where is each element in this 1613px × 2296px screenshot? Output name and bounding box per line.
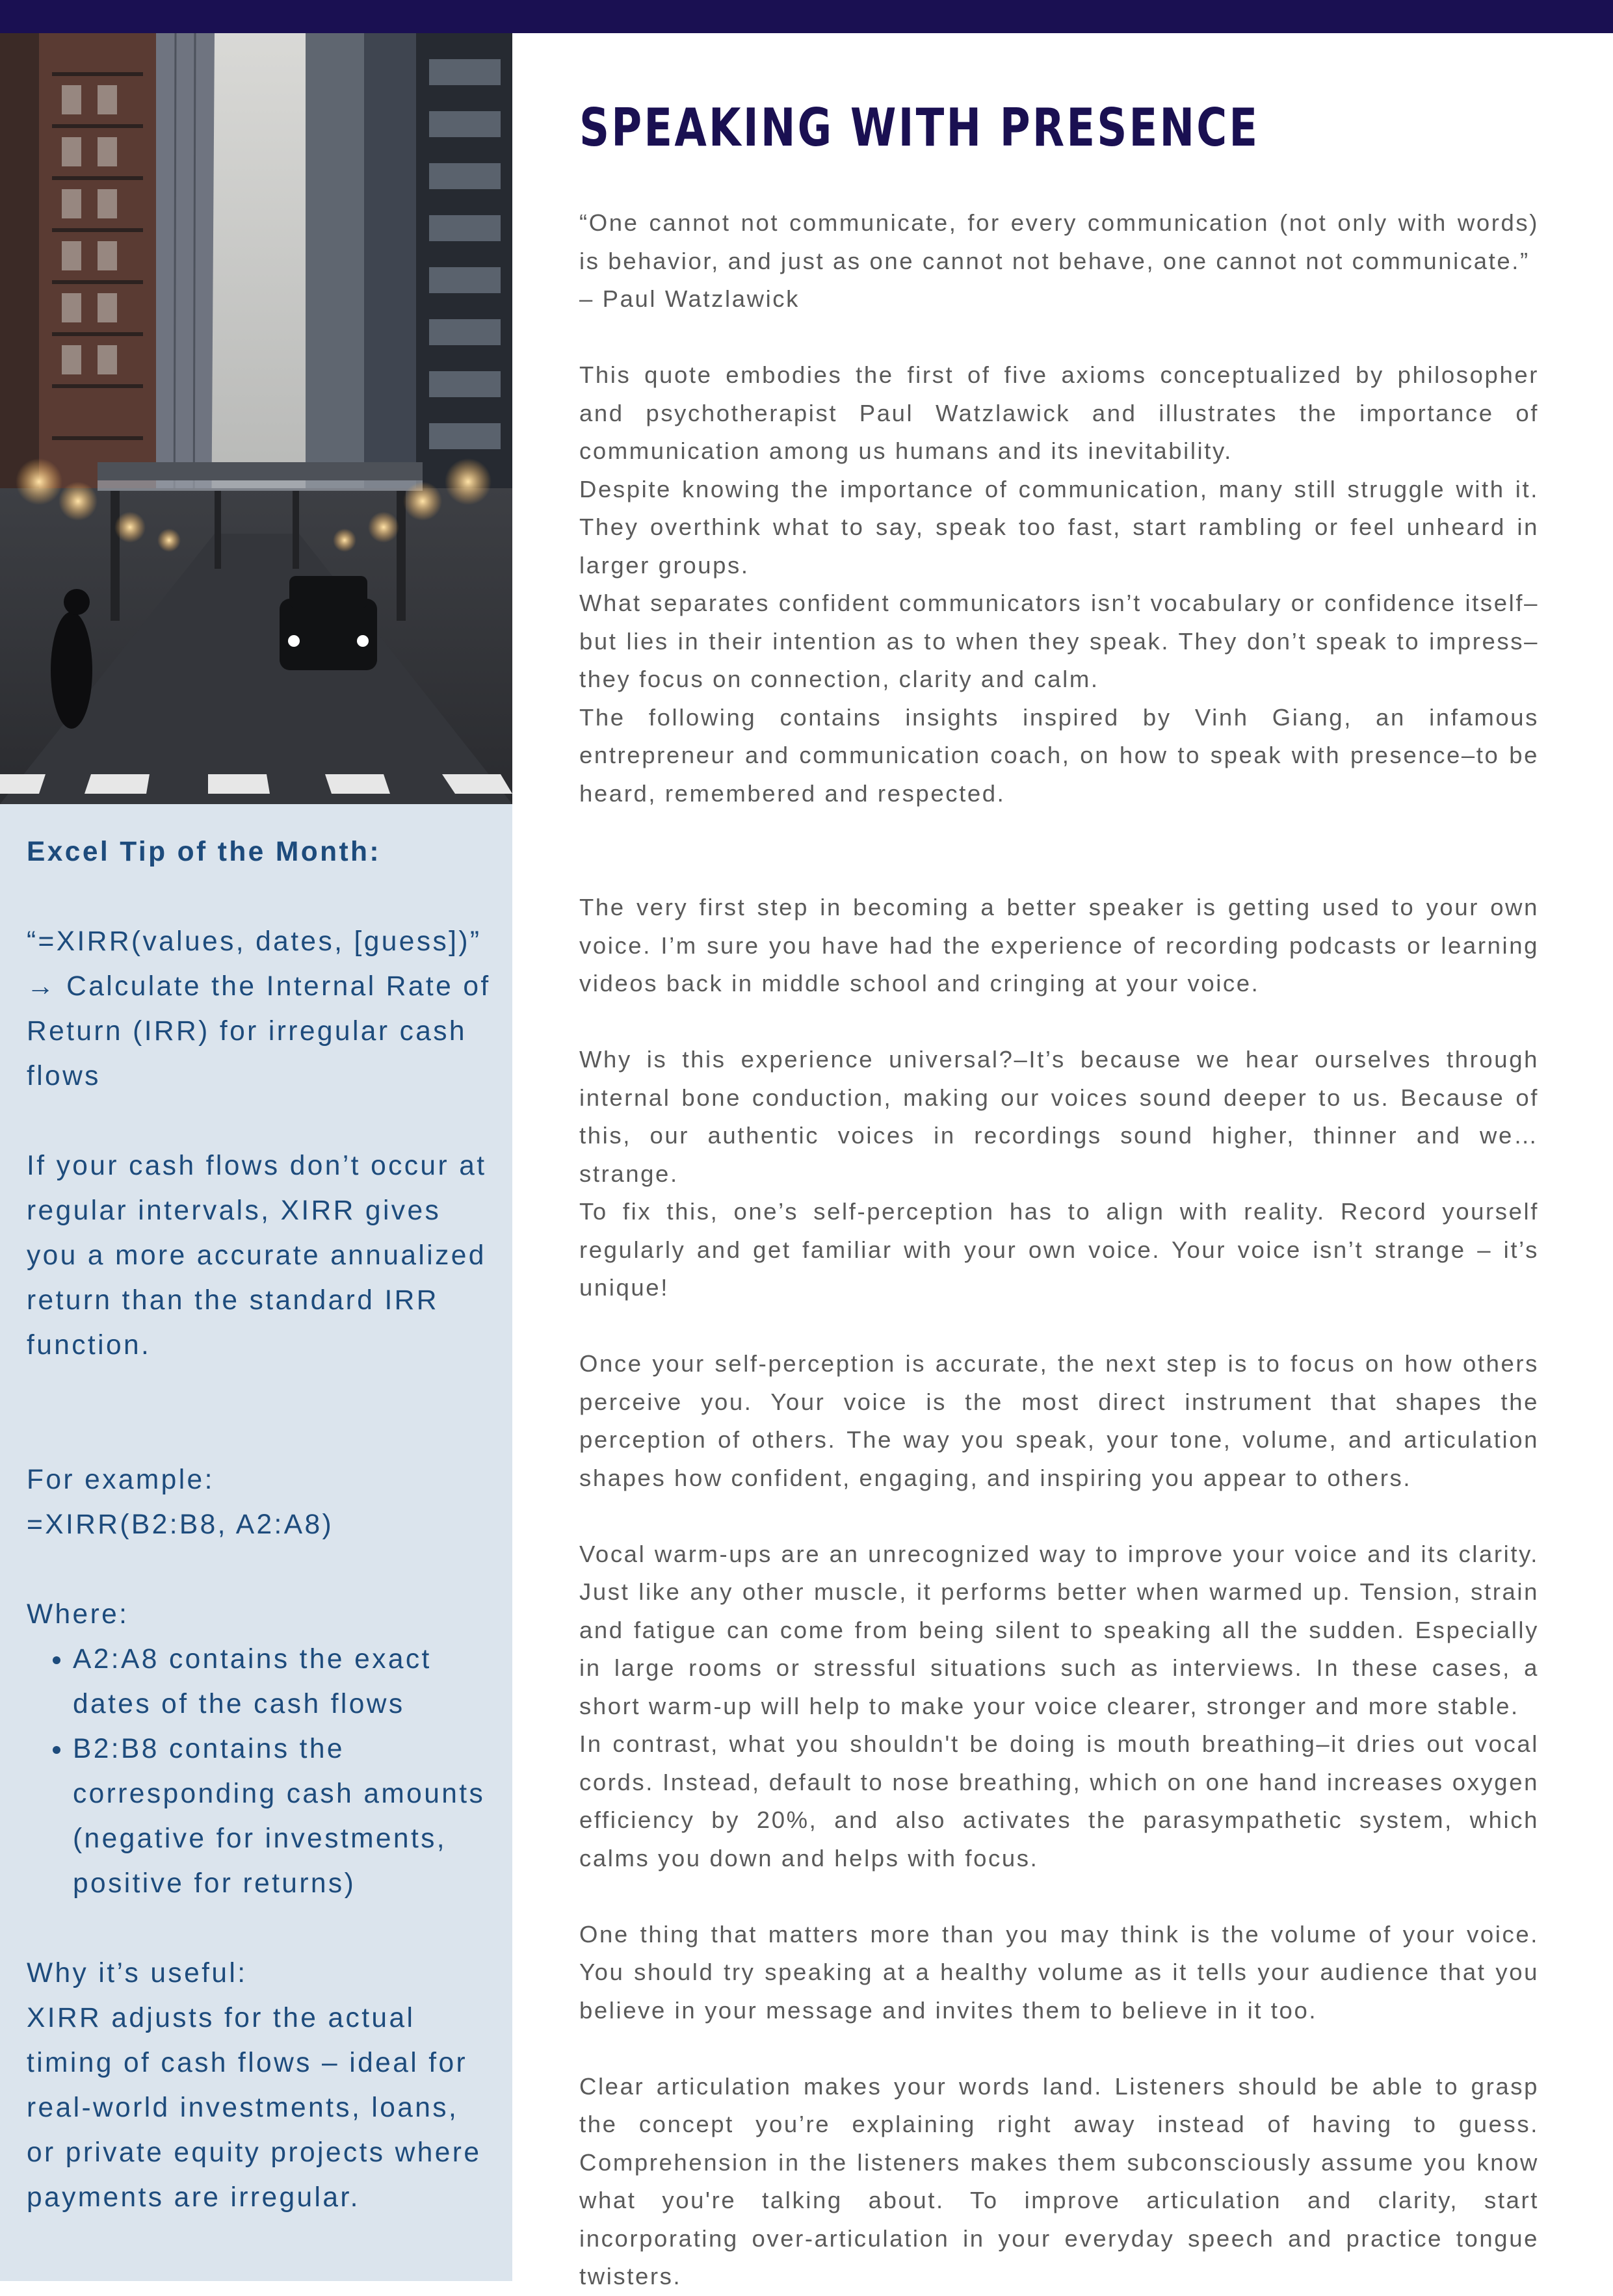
body-paragraph: Clear articulation makes your words land. Listeners should be able to grasp the concept you’re explaining right away instead of having to guess. Comprehension in the listeners makes them subconsciously assume you know what you're talking about. To improve articulation and clarity, start incorporating over-articulation in your everyday speech and practice tongue twisters. bbox=[579, 2072, 1539, 2289]
intro-paragraph: This quote embodies the first of five axioms conceptualized by philosopher and psychotherapist Paul Watzlawick and illustrates the importance of communication among us humans and its inevitability. bbox=[579, 361, 1539, 464]
body-paragraph: In contrast, what you shouldn't be doing is mouth breathing–it dries out vocal cords. Instead, default to nose breathing, which on one hand increases oxygen efficiency by 20%, and also activates the parasympathetic system, which calms you down and helps with focus. bbox=[579, 1730, 1539, 1872]
article-body bbox=[579, 204, 1539, 2296]
list-item: • B2:B8 contains the corresponding cash amounts (negative for investments, positive for returns) bbox=[73, 1727, 495, 1906]
body-paragraph: The very first step in becoming a better speaker is getting used to your own voice. I’m sure you have had the experience of recording podcasts or learning videos back in middle school and cringing at your voice. bbox=[579, 894, 1539, 997]
page-title: SPEAKING WITH PRESENCE bbox=[579, 98, 1260, 158]
body-paragraph: Once your self-perception is accurate, the next step is to focus on how others perceive you. Your voice is the most direct instrument that shapes the perception of others. The way you speak, your tone, volume, and articulation shapes how confident, engaging, and inspiring you appear to others. bbox=[579, 1350, 1539, 1491]
excel-tip-panel bbox=[27, 829, 495, 2220]
header-bar bbox=[0, 0, 1613, 33]
tip-explanation: If your cash flows don’t occur at regular intervals, XIRR gives you a more accurate annualized return than the standard IRR function. bbox=[27, 1151, 487, 1361]
body-paragraph: Why is this experience universal?–It’s because we hear ourselves through internal bone conduction, making our voices sound deeper to us. Because of this, our authentic voices in recordings sound higher, thinner and we… strange. bbox=[579, 1046, 1539, 1187]
intro-paragraph: What separates confident communicators isn’t vocabulary or confidence itself–but lies in their intention as to when they speak. They don’t speak to impress–they focus on connection, clarity and calm. bbox=[579, 590, 1539, 692]
list-item: • A2:A8 contains the exact dates of the cash flows bbox=[73, 1637, 495, 1727]
body-paragraph: To fix this, one’s self-perception has to align with reality. Record yourself regularly and get familiar with your own voice. Your voice isn’t strange – it’s unique! bbox=[579, 1198, 1539, 1301]
useful-text: XIRR adjusts for the actual timing of cash flows – ideal for real-world investments, loans, or private equity projects where payments are irregular. bbox=[27, 2003, 482, 2213]
quote: “One cannot not communicate, for every communication (not only with words) is behavior, and just as one cannot not behave, one cannot not communicate.” bbox=[579, 209, 1539, 274]
where-list bbox=[27, 1637, 495, 1906]
where-label: Where: bbox=[27, 1599, 129, 1630]
body-paragraph: Vocal warm-ups are an unrecognized way to improve your voice and its clarity. Just like any other muscle, it performs better when warmed up. Tension, strain and fatigue can come from being silent to speaking all the sudden. Especially in large rooms or stressful situations such as interviews. In these cases, a short warm-up will help to make your voice clearer, stronger and more stable. bbox=[579, 1540, 1539, 1719]
intro-paragraph: The following contains insights inspired by Vinh Giang, an infamous entrepreneur and communication coach, on how to speak with presence–to be heard, remembered and respected. bbox=[579, 703, 1539, 807]
city-street-photo bbox=[0, 33, 512, 804]
example-formula: =XIRR(B2:B8, A2:A8) bbox=[27, 1509, 334, 1540]
tip-title: Excel Tip of the Month: bbox=[27, 837, 381, 867]
quote-author: – Paul Watzlawick bbox=[579, 285, 800, 312]
body-paragraph: One thing that matters more than you may think is the volume of your voice. You should try speaking at a healthy volume as it tells your audience that you believe in your message and invites them to believe in it too. bbox=[579, 1920, 1539, 2024]
useful-label: Why it’s useful: bbox=[27, 1958, 248, 1989]
formula-description: → Calculate the Internal Rate of Return (IRR) for irregular cash flows bbox=[27, 971, 491, 1091]
formula-syntax: “=XIRR(values, dates, [guess])” bbox=[27, 926, 482, 957]
example-label: For example: bbox=[27, 1465, 215, 1495]
intro-paragraph: Despite knowing the importance of communication, many still struggle with it. They overthink what to say, speak too fast, start rambling or feel unheard in larger groups. bbox=[579, 475, 1539, 579]
